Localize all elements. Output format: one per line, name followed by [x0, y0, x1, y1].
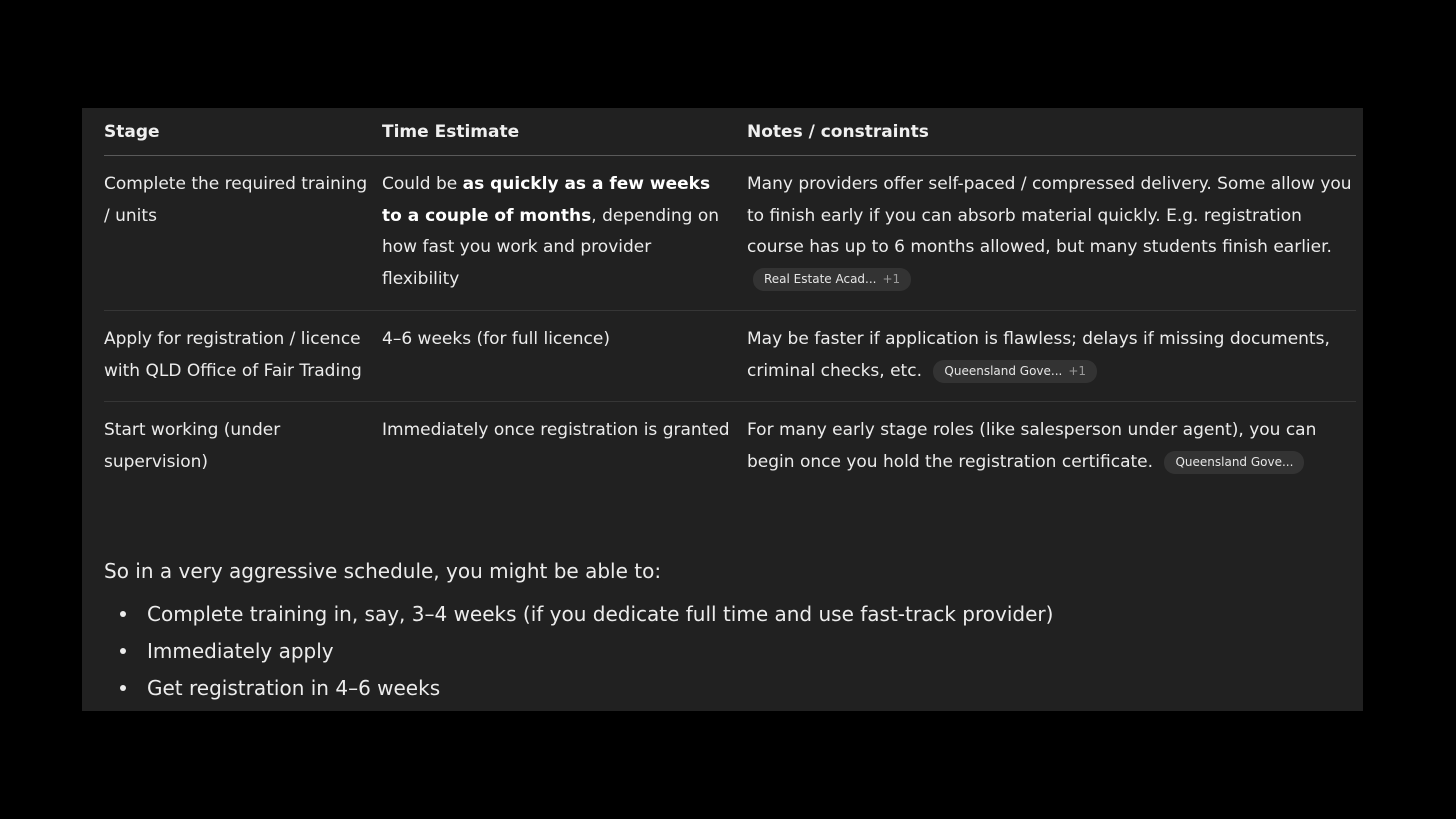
time-cell: 4–6 weeks (for full licence) — [382, 310, 747, 401]
stage-cell: Start working (under supervision) — [104, 420, 281, 472]
notes-cell — [747, 156, 1356, 311]
time-text: Could be — [382, 174, 463, 194]
time-cell: Immediately once registration is granted — [382, 420, 730, 441]
list-item-text: Complete training in, say, 3–4 weeks (if you dedicate full time and use fast-track provider) — [147, 602, 1054, 626]
bullet-icon — [120, 611, 126, 617]
summary-intro: So in a very aggressive schedule, you might be able to: — [104, 559, 662, 583]
list-item-text: Immediately apply — [147, 639, 334, 663]
header-stage: Stage — [104, 108, 382, 156]
timeline-table — [104, 108, 1356, 493]
table-header-row — [104, 108, 1356, 156]
notes-cell — [747, 310, 1356, 401]
source-extra-count: +1 — [1068, 363, 1087, 378]
source-label: Queensland Gove... — [1175, 454, 1294, 469]
list-item — [104, 596, 1053, 633]
notes-text: Many providers offer self-paced / compressed delivery. Some allow you to finish early if you can absorb material quickly. E.g. registration course has up to 6 months allowed, but many students finish earlier. — [747, 174, 1352, 258]
source-extra-count: +1 — [882, 272, 901, 287]
source-citation-pill[interactable] — [933, 360, 1097, 383]
notes-cell — [747, 402, 1356, 493]
bullet-icon — [120, 685, 126, 691]
source-label: Queensland Gove... — [944, 363, 1063, 378]
bullet-icon — [120, 648, 126, 654]
time-emphasis: as quickly as a few weeks to a couple of months — [382, 174, 711, 226]
table-row — [104, 310, 1356, 401]
list-item — [104, 670, 1053, 707]
time-text: , depending on how fast you work and provider flexibility — [382, 205, 720, 290]
table-row — [104, 402, 1356, 493]
stage-cell: Complete the required training / units — [104, 156, 382, 311]
notes-text: For many early stage roles (like salesperson under agent), you can begin once you hold the registration certificate. — [747, 420, 1317, 472]
source-citation-pill[interactable] — [1164, 451, 1304, 474]
response-panel — [82, 108, 1363, 711]
list-item — [104, 633, 1053, 670]
list-item-text: Get registration in 4–6 weeks — [147, 676, 441, 700]
header-time-estimate: Time Estimate — [382, 108, 747, 156]
schedule-list — [104, 596, 1053, 707]
time-cell — [382, 156, 747, 311]
stage-cell: Apply for registration / licence with QLD Office of Fair Trading — [104, 310, 382, 401]
header-notes: Notes / constraints — [747, 108, 1356, 156]
notes-text: May be faster if application is flawless; delays if missing documents, criminal checks, etc. — [747, 328, 1330, 381]
source-citation-pill[interactable] — [753, 268, 911, 291]
table-row — [104, 156, 1356, 311]
source-label: Real Estate Acad... — [764, 272, 877, 287]
